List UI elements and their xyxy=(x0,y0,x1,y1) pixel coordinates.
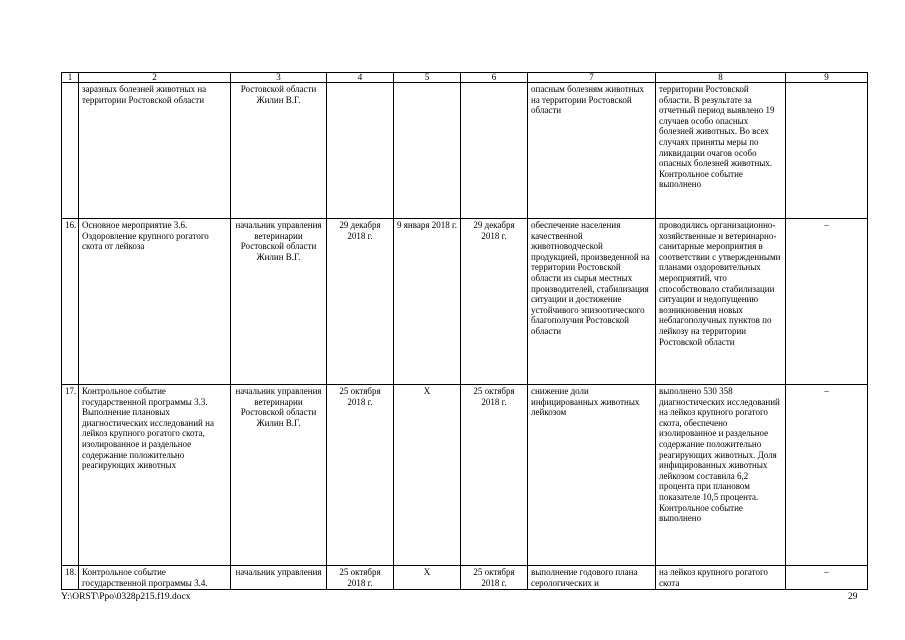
activity-name: Контрольное событие государственной программы 3.4. xyxy=(79,566,231,590)
expected-result: снижение доли инфицированных животных лейкозом xyxy=(528,385,656,566)
table-row xyxy=(62,83,868,219)
report-table xyxy=(61,72,868,590)
expected-result: обеспечение населения качественной животноводческой продукцией, произведенной на территории Ростовской области из сырья местных производителей, стабилизация ситуации и достижение устойчивого эпизоотического благополучия Ростовской области xyxy=(528,219,656,385)
planned-date xyxy=(327,83,394,219)
actual-result: выполнено 530 358 диагностических исследований на лейкоз крупного рогатого скота, обеспечено изолированное и раздельное содержание положительно реагирующих животных. Доля инфицированных животных лейкозом составила 6,2 процента при плановом показателе 10,5 процента. Контрольное событие выполнено xyxy=(656,385,786,566)
note: – xyxy=(786,385,868,566)
table-row xyxy=(62,566,868,590)
end-date xyxy=(461,83,528,219)
expected-result: выполнение годового плана серологических и xyxy=(528,566,656,590)
activity-name: заразных болезней животных на территории Ростовской области xyxy=(79,83,231,219)
planned-date: 25 октября 2018 г. xyxy=(327,566,394,590)
column-number-row xyxy=(62,73,868,83)
column-number: 1 xyxy=(62,73,79,83)
planned-date: 29 декабря 2018 г. xyxy=(327,219,394,385)
row-number: 17. xyxy=(62,385,79,566)
responsible: Ростовской области Жилин В.Г. xyxy=(231,83,327,219)
row-number: 18. xyxy=(62,566,79,590)
start-date: Х xyxy=(394,385,461,566)
end-date: 25 октября 2018 г. xyxy=(461,385,528,566)
column-number: 9 xyxy=(786,73,868,83)
column-number: 6 xyxy=(461,73,528,83)
actual-result: территории Ростовской области. В результате за отчетный период выявлено 19 случаев особо опасных болезней животных. Во всех случаях приняты меры по ликвидации очагов особо опасных болезней животных. Контрольное событие выполнено xyxy=(656,83,786,219)
table-row xyxy=(62,219,868,385)
column-number: 5 xyxy=(394,73,461,83)
note xyxy=(786,83,868,219)
row-number: 16. xyxy=(62,219,79,385)
page-number: 29 xyxy=(848,592,858,602)
column-number: 8 xyxy=(656,73,786,83)
start-date xyxy=(394,83,461,219)
responsible: начальник управления ветеринарии Ростовской области Жилин В.Г. xyxy=(231,219,327,385)
responsible: начальник управления ветеринарии Ростовской области Жилин В.Г. xyxy=(231,385,327,566)
actual-result: на лейкоз крупного рогатого скота xyxy=(656,566,786,590)
actual-result: проводились организационно-хозяйственные и ветеринарно-санитарные мероприятия в соответствии с утвержденными планами оздоровительных мероприятий, что способствовало стабилизации ситуации и недопущению возникновения новых неблагополучных пунктов по лейкозу на территории Ростовской области xyxy=(656,219,786,385)
start-date: 9 января 2018 г. xyxy=(394,219,461,385)
expected-result: опасным болезням животных на территории Ростовской области xyxy=(528,83,656,219)
activity-name: Основное мероприятие 3.6. Оздоровление крупного рогатого скота от лейкоза xyxy=(79,219,231,385)
planned-date: 25 октября 2018 г. xyxy=(327,385,394,566)
activity-name: Контрольное событие государственной программы 3.3. Выполнение плановых диагностических исследований на лейкоз крупного рогатого скота, изолированное и раздельное содержание положительно реагирующих животных xyxy=(79,385,231,566)
column-number: 3 xyxy=(231,73,327,83)
end-date: 29 декабря 2018 г. xyxy=(461,219,528,385)
row-number xyxy=(62,83,79,219)
column-number: 7 xyxy=(528,73,656,83)
start-date: Х xyxy=(394,566,461,590)
note: – xyxy=(786,219,868,385)
end-date: 25 октября 2018 г. xyxy=(461,566,528,590)
file-path: Y:\ORST\Ppo\0328p215.f19.docx xyxy=(61,592,191,602)
column-number: 2 xyxy=(79,73,231,83)
responsible: начальник управления xyxy=(231,566,327,590)
note: – xyxy=(786,566,868,590)
table-row xyxy=(62,385,868,566)
column-number: 4 xyxy=(327,73,394,83)
